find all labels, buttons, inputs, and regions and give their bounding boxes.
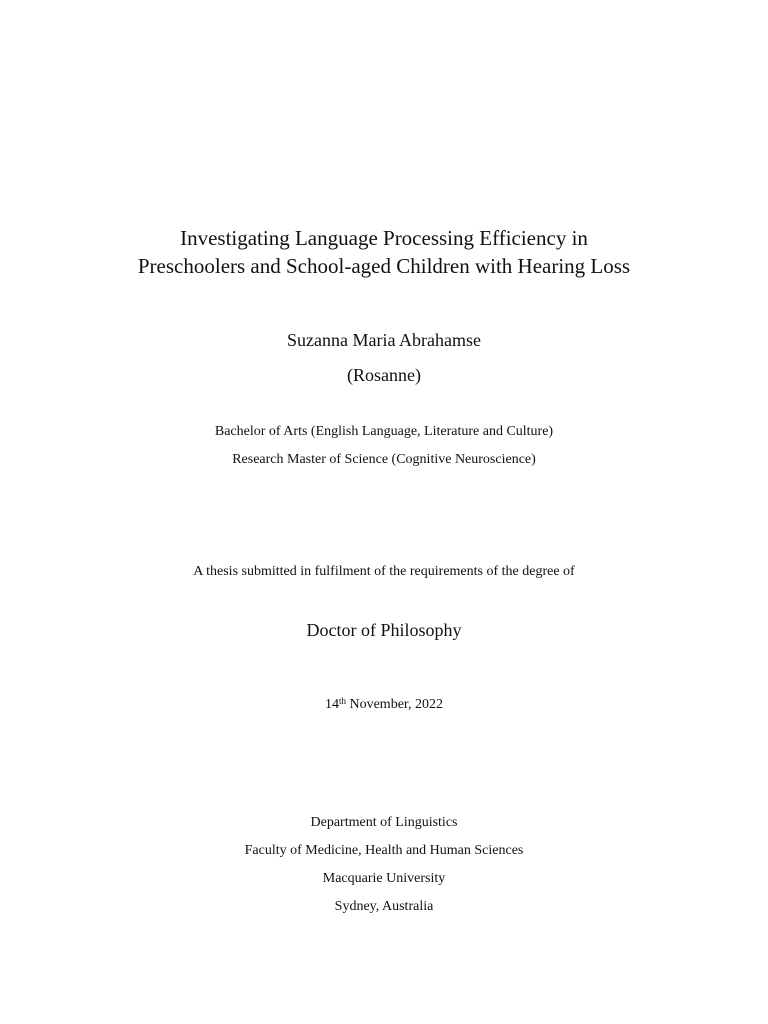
faculty: Faculty of Medicine, Health and Human Sciences <box>244 843 524 858</box>
author-name: Suzanna Maria Abrahamse <box>287 330 481 350</box>
university: Macquarie University <box>322 871 446 886</box>
thesis-title-line-1: Investigating Language Processing Efficiency in <box>180 226 588 250</box>
thesis-title-line-2: Preschoolers and School-aged Children with Hearing Loss <box>137 254 631 278</box>
submission-date <box>0 698 768 712</box>
qualification-1: Bachelor of Arts (English Language, Literature and Culture) <box>214 424 554 439</box>
date-day: 14 <box>324 697 339 712</box>
date-suffix: th <box>338 696 346 706</box>
department: Department of Linguistics <box>310 815 458 830</box>
date-rest: November, 2022 <box>345 697 444 712</box>
author-preferred-name: (Rosanne) <box>347 365 421 385</box>
degree-name: Doctor of Philosophy <box>306 620 462 640</box>
location: Sydney, Australia <box>334 899 434 914</box>
qualification-2: Research Master of Science (Cognitive Neuroscience) <box>232 452 536 467</box>
submission-statement: A thesis submitted in fulfilment of the requirements of the degree of <box>193 564 575 579</box>
